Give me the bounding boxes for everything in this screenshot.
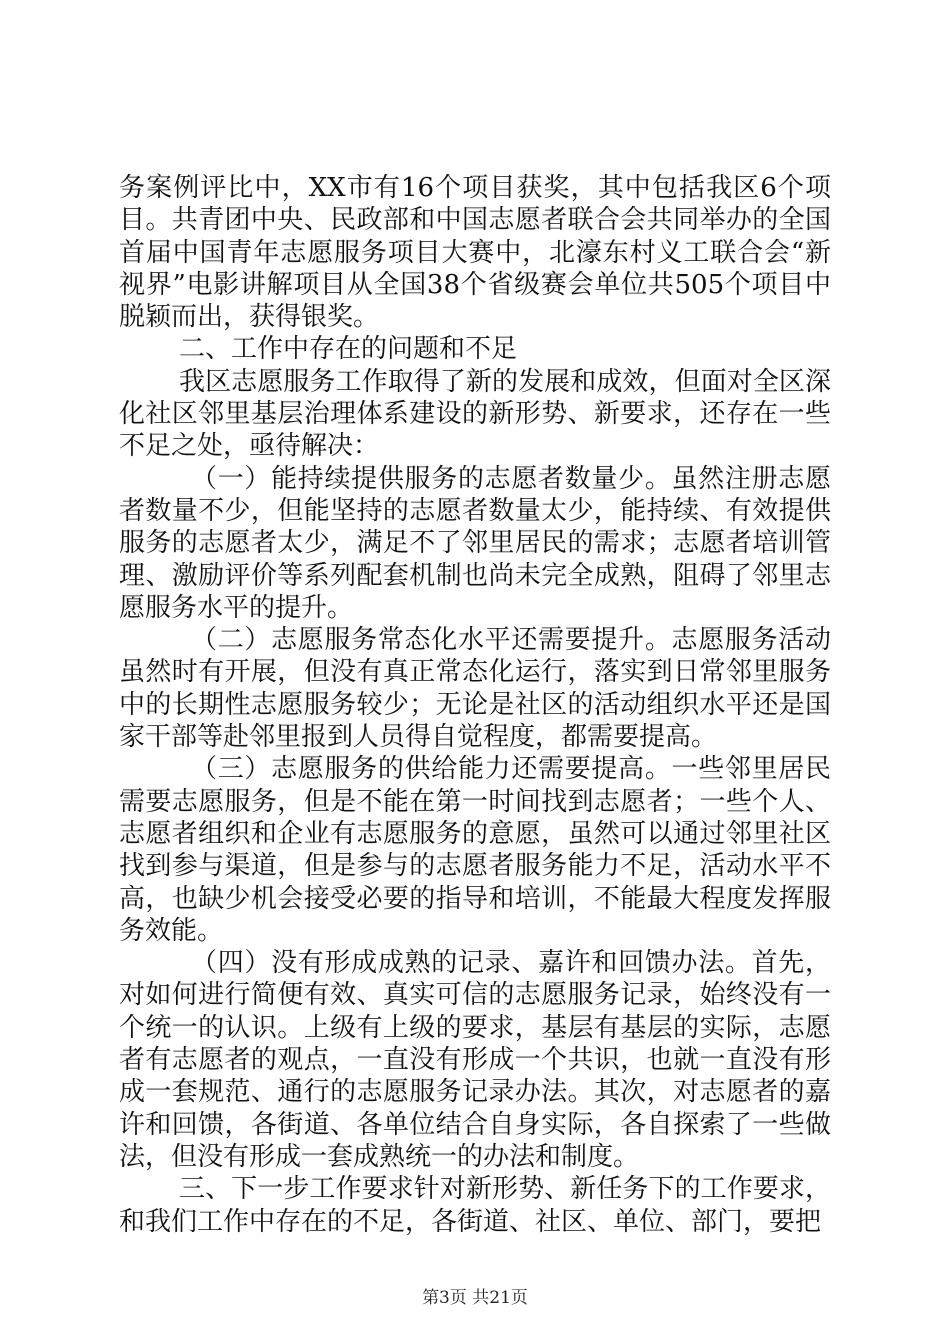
page-footer xyxy=(0,1283,950,1308)
paragraph-item-1: （一）能持续提供服务的志愿者数量少。虽然注册志愿者数量不少，但能坚持的志愿者数量太少，能持续、有效提供服务的志愿者太少，满足不了邻里居民的需求；志愿者培训管理、激励评价等系列配套机制也尚未完全成熟，阻碍了邻里志愿服务水平的提升。 xyxy=(119,463,831,623)
section-heading-next-steps: 三、下一步工作要求针对新形势、新任务下的工作要求，和我们工作中存在的不足，各街道、社区、单位、部门，要把 xyxy=(119,1174,831,1237)
paragraph-item-4: （四）没有形成成熟的记录、嘉许和回馈办法。首先，对如何进行简便有效、真实可信的志愿服务记录，始终没有一个统一的认识。上级有上级的要求，基层有基层的实际，志愿者有志愿者的观点，一直没有形成一个共识，也就一直没有形成一套规范、通行的志愿服务记录办法。其次，对志愿者的嘉许和回馈，各街道、各单位结合自身实际，各自探索了一些做法，但没有形成一套成熟统一的办法和制度。 xyxy=(119,948,831,1172)
paragraph-intro: 我区志愿服务工作取得了新的发展和成效，但面对全区深化社区邻里基层治理体系建设的新形势、新要求，还存在一些不足之处，亟待解决： xyxy=(119,366,831,462)
document-body xyxy=(119,172,831,1238)
section-heading-problems: 二、工作中存在的问题和不足 xyxy=(179,334,518,365)
paragraph-item-3: （三）志愿服务的供给能力还需要提高。一些邻里居民需要志愿服务，但是不能在第一时间找到志愿者；一些个人、志愿者组织和企业有志愿服务的意愿，虽然可以通过邻里社区找到参与渠道，但是参与的志愿者服务能力不足，活动水平不高，也缺少机会接受必要的指导和培训，不能最大程度发挥服务效能。 xyxy=(119,754,831,946)
page-number-label: 第3页 共21页 xyxy=(422,1288,528,1308)
paragraph-item-2: （二）志愿服务常态化水平还需要提升。志愿服务活动虽然时有开展，但没有真正常态化运行，落实到日常邻里服务中的长期性志愿服务较少；无论是社区的活动组织水平还是国家干部等赴邻里报到人员得自觉程度，都需要提高。 xyxy=(119,625,831,753)
paragraph-continued: 务案例评比中，XX市有16个项目获奖，其中包括我区6个项目。共青团中央、民政部和中国志愿者联合会共同举办的全国首届中国青年志愿服务项目大赛中，北濠东村义工联合会“新视界”电影讲解项目从全国38个省级赛会单位共505个项目中脱颖而出，获得银奖。 xyxy=(119,173,831,333)
